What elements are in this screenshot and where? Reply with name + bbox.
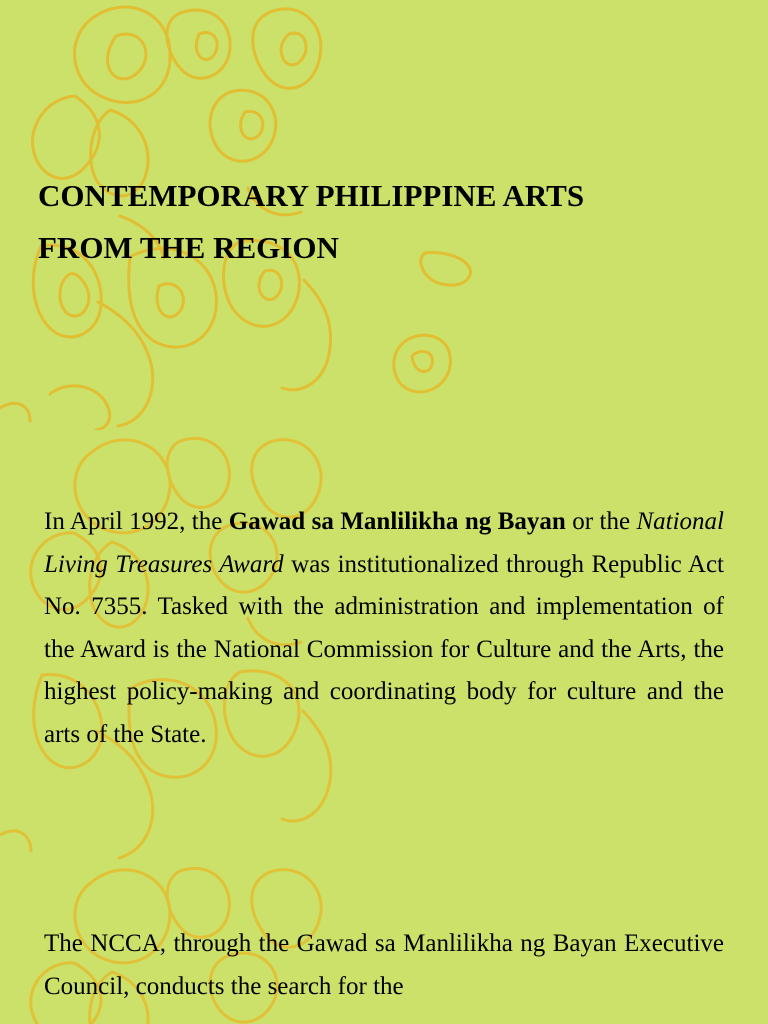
paragraph-connector-text: or the	[565, 508, 637, 535]
document-title	[38, 170, 738, 274]
award-description-panel	[0, 430, 768, 860]
title-panel	[0, 0, 768, 430]
search-paragraph: The NCCA, through the Gawad sa Manlilikha ng Bayan Executive Council, conducts the search for the	[44, 930, 724, 1000]
paragraph-intro-text: In April 1992, the	[44, 508, 229, 535]
title-line-2: FROM THE REGION	[38, 230, 339, 265]
title-line-1: CONTEMPORARY PHILIPPINE ARTS	[38, 178, 585, 213]
paragraph-body-text: was institutionalized through Republic Act No. 7355. Tasked with the administration and implementation of the Award is the National Commission for Culture and the Arts, the highest policy-making and coordinating body for culture and the arts of the State.	[44, 550, 724, 748]
gawad-award-name: Gawad sa Manlilikha ng Bayan	[228, 508, 566, 535]
search-description-panel	[0, 860, 768, 1024]
award-paragraph	[44, 501, 724, 756]
national-living-treasures-award-name: National Living Treasures Award	[44, 508, 724, 578]
